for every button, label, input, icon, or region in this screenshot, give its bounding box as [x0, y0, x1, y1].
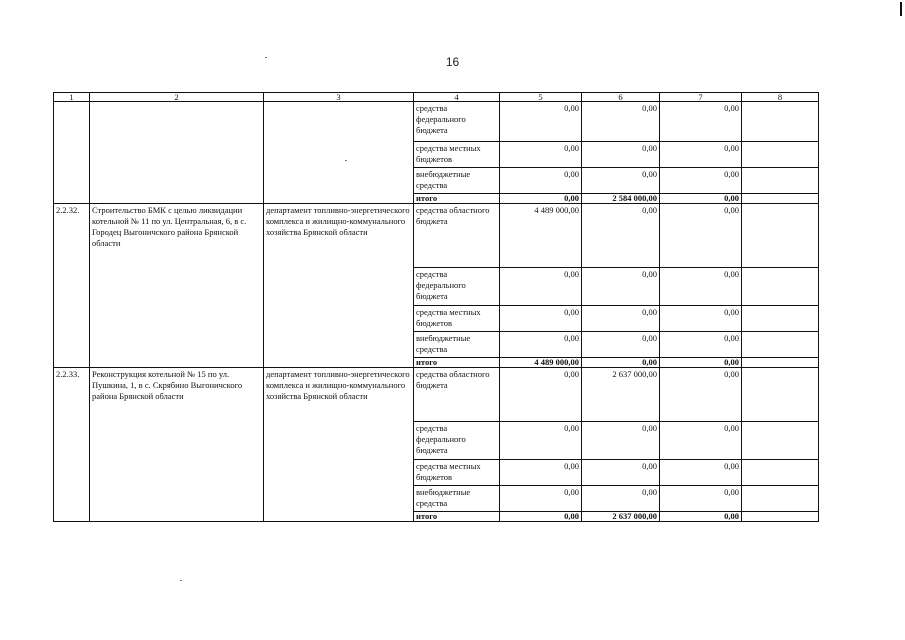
column-header: 5: [500, 93, 582, 102]
column-header: 2: [90, 93, 264, 102]
value-cell: 0,00: [500, 306, 582, 332]
value-cell: 0,00: [660, 512, 742, 522]
funding-source-cell: итого: [414, 512, 500, 522]
funding-source-cell: средства федерального бюджета: [414, 102, 500, 142]
value-cell: 0,00: [660, 204, 742, 268]
value-cell: 0,00: [660, 168, 742, 194]
value-cell: 0,00: [660, 422, 742, 460]
empty-cell: [742, 142, 819, 168]
column-header: 7: [660, 93, 742, 102]
name-cell: Реконструкция котельной № 15 по ул. Пушкина, 1, в с. Скрябино Выгоничского района Брянской области: [90, 368, 264, 522]
table-row: [54, 368, 819, 422]
number-cell: 2.2.32.: [54, 204, 90, 368]
empty-cell: [742, 486, 819, 512]
funding-source-cell: итого: [414, 358, 500, 368]
value-cell: 0,00: [660, 358, 742, 368]
number-cell: 2.2.33.: [54, 368, 90, 522]
value-cell: 0,00: [500, 102, 582, 142]
funding-source-cell: средства федерального бюджета: [414, 422, 500, 460]
value-cell: 0,00: [582, 142, 660, 168]
value-cell: 0,00: [660, 486, 742, 512]
value-cell: 0,00: [582, 268, 660, 306]
value-cell: 0,00: [500, 332, 582, 358]
funding-source-cell: внебюджетные средства: [414, 168, 500, 194]
value-cell: 0,00: [660, 368, 742, 422]
value-cell: 4 489 000,00: [500, 358, 582, 368]
value-cell: 0,00: [500, 194, 582, 204]
empty-cell: [742, 102, 819, 142]
value-cell: 0,00: [582, 204, 660, 268]
value-cell: 0,00: [500, 460, 582, 486]
value-cell: 2 637 000,00: [582, 368, 660, 422]
empty-cell: [742, 332, 819, 358]
number-cell: [54, 102, 90, 204]
table-row: [54, 204, 819, 268]
value-cell: 2 637 000,00: [582, 512, 660, 522]
value-cell: 0,00: [500, 512, 582, 522]
empty-cell: [742, 194, 819, 204]
value-cell: 0,00: [660, 332, 742, 358]
funding-source-cell: итого: [414, 194, 500, 204]
empty-cell: [742, 368, 819, 422]
name-cell: Строительство БМК с целью ликвидации котельной № 11 по ул. Центральная, 6, в с. Городец Выгоничского района Брянской области: [90, 204, 264, 368]
column-number-row: [54, 93, 819, 102]
executor-cell: департамент топливно-энергетического комплекса и жилищно-коммунального хозяйства Брянской области: [264, 368, 414, 522]
executor-cell: департамент топливно-энергетического комплекса и жилищно-коммунального хозяйства Брянской области: [264, 204, 414, 368]
scan-speck: [180, 580, 182, 581]
value-cell: 0,00: [582, 332, 660, 358]
value-cell: 0,00: [582, 306, 660, 332]
value-cell: 0,00: [500, 268, 582, 306]
value-cell: 0,00: [660, 142, 742, 168]
value-cell: 0,00: [582, 102, 660, 142]
value-cell: 0,00: [500, 486, 582, 512]
funding-source-cell: средства местных бюджетов: [414, 306, 500, 332]
value-cell: 0,00: [660, 102, 742, 142]
value-cell: 0,00: [582, 460, 660, 486]
value-cell: 0,00: [582, 422, 660, 460]
value-cell: 2 584 000,00: [582, 194, 660, 204]
empty-cell: [742, 204, 819, 268]
value-cell: 0,00: [582, 358, 660, 368]
value-cell: 0,00: [660, 268, 742, 306]
value-cell: 0,00: [660, 460, 742, 486]
table-row: [54, 102, 819, 142]
empty-cell: [742, 422, 819, 460]
value-cell: 0,00: [582, 168, 660, 194]
column-header: 6: [582, 93, 660, 102]
column-header: 3: [264, 93, 414, 102]
value-cell: 4 489 000,00: [500, 204, 582, 268]
value-cell: 0,00: [500, 368, 582, 422]
funding-source-cell: средства федерального бюджета: [414, 268, 500, 306]
budget-table: [53, 92, 819, 522]
value-cell: 0,00: [582, 486, 660, 512]
page-number: 16: [445, 55, 460, 69]
funding-source-cell: внебюджетные средства: [414, 332, 500, 358]
funding-source-cell: средства местных бюджетов: [414, 142, 500, 168]
value-cell: 0,00: [660, 306, 742, 332]
empty-cell: [742, 358, 819, 368]
scan-edge-mark: [900, 2, 902, 16]
value-cell: 0,00: [500, 168, 582, 194]
empty-cell: [742, 460, 819, 486]
name-cell: [90, 102, 264, 204]
empty-cell: [742, 268, 819, 306]
empty-cell: [742, 168, 819, 194]
value-cell: 0,00: [500, 422, 582, 460]
column-header: 4: [414, 93, 500, 102]
empty-cell: [742, 512, 819, 522]
column-header: 8: [742, 93, 819, 102]
value-cell: 0,00: [660, 194, 742, 204]
empty-cell: [742, 306, 819, 332]
funding-source-cell: средства местных бюджетов: [414, 460, 500, 486]
executor-cell: [264, 102, 414, 204]
value-cell: 0,00: [500, 142, 582, 168]
funding-source-cell: внебюджетные средства: [414, 486, 500, 512]
funding-source-cell: средства областного бюджета: [414, 368, 500, 422]
funding-source-cell: средства областного бюджета: [414, 204, 500, 268]
column-header: 1: [54, 93, 90, 102]
